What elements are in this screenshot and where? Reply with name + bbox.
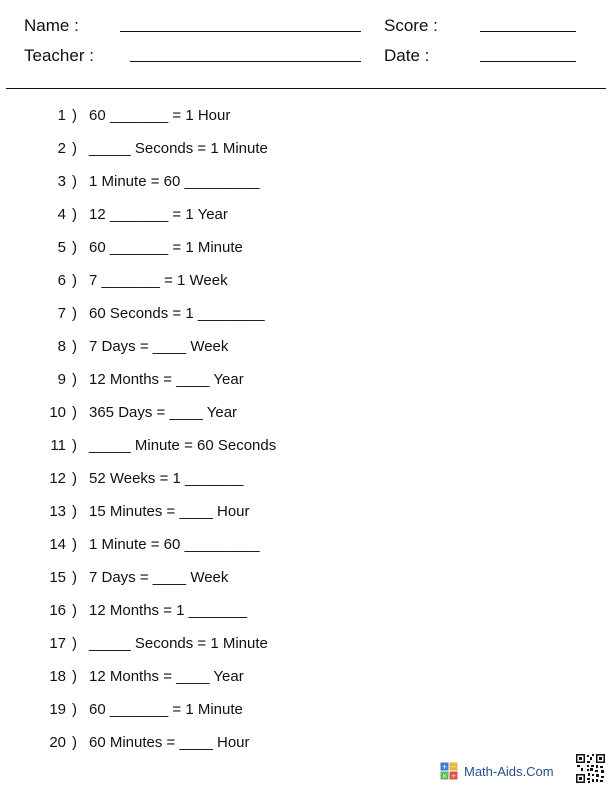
calculator-icon	[440, 762, 458, 780]
question-text: 7 _______ = 1 Week	[89, 272, 228, 289]
question-item	[0, 170, 612, 203]
qr-code-icon	[575, 753, 606, 784]
question-item	[0, 335, 612, 368]
question-number: 18	[49, 668, 66, 685]
svg-text:+: +	[441, 763, 448, 771]
question-text: 60 Minutes = ____ Hour	[89, 734, 250, 751]
name-blank[interactable]	[120, 31, 361, 32]
question-item	[0, 203, 612, 236]
question-number: 1	[57, 107, 66, 124]
question-number: 8	[57, 338, 66, 355]
question-text: 60 Seconds = 1 ________	[89, 305, 265, 322]
question-item	[0, 302, 612, 335]
question-number: 11	[50, 437, 66, 454]
question-number: 16	[49, 602, 66, 619]
question-paren: )	[72, 701, 77, 718]
score-blank[interactable]	[480, 31, 576, 32]
question-paren: )	[72, 404, 77, 421]
question-text: 12 Months = 1 _______	[89, 602, 248, 619]
question-text: 52 Weeks = 1 _______	[89, 470, 244, 487]
question-paren: )	[72, 371, 77, 388]
site-logo	[440, 762, 554, 780]
question-text: 1 Minute = 60 _________	[89, 173, 260, 190]
question-item	[0, 269, 612, 302]
question-paren: )	[72, 239, 77, 256]
question-text: 7 Days = ____ Week	[89, 338, 229, 355]
question-item	[0, 368, 612, 401]
question-paren: )	[72, 272, 77, 289]
question-number: 19	[49, 701, 66, 718]
question-paren: )	[72, 569, 77, 586]
question-item	[0, 632, 612, 665]
question-item	[0, 731, 612, 764]
question-paren: )	[72, 602, 77, 619]
question-item	[0, 401, 612, 434]
date-label: Date :	[384, 46, 430, 65]
question-item	[0, 533, 612, 566]
question-item	[0, 698, 612, 731]
question-paren: )	[72, 437, 77, 454]
question-paren: )	[72, 107, 77, 124]
question-paren: )	[72, 140, 77, 157]
question-text: _____ Seconds = 1 Minute	[89, 635, 268, 652]
teacher-label: Teacher :	[24, 46, 94, 65]
question-text: _____ Minute = 60 Seconds	[89, 437, 277, 454]
question-text: 12 _______ = 1 Year	[89, 206, 228, 223]
question-text: 60 _______ = 1 Hour	[89, 107, 231, 124]
question-text: _____ Seconds = 1 Minute	[89, 140, 268, 157]
question-text: 365 Days = ____ Year	[89, 404, 238, 421]
svg-text:−: −	[450, 763, 457, 771]
question-text: 60 _______ = 1 Minute	[89, 239, 243, 256]
question-item	[0, 236, 612, 269]
svg-text:×: ×	[441, 772, 448, 780]
question-paren: )	[72, 668, 77, 685]
question-list	[0, 104, 612, 764]
question-text: 60 _______ = 1 Minute	[89, 701, 243, 718]
question-number: 9	[57, 371, 66, 388]
question-paren: )	[72, 305, 77, 322]
teacher-blank[interactable]	[130, 61, 361, 62]
question-number: 13	[49, 503, 66, 520]
question-text: 12 Months = ____ Year	[89, 668, 244, 685]
site-name[interactable]: Math-Aids.Com	[464, 763, 554, 779]
question-paren: )	[72, 206, 77, 223]
question-text: 7 Days = ____ Week	[89, 569, 229, 586]
question-item	[0, 665, 612, 698]
question-number: 3	[57, 173, 66, 190]
header-divider	[6, 88, 606, 89]
question-number: 17	[49, 635, 66, 652]
question-item	[0, 104, 612, 137]
question-text: 12 Months = ____ Year	[89, 371, 244, 388]
date-blank[interactable]	[480, 61, 576, 62]
question-item	[0, 434, 612, 467]
question-item	[0, 599, 612, 632]
name-label: Name :	[24, 16, 79, 35]
question-item	[0, 137, 612, 170]
question-number: 7	[57, 305, 66, 322]
question-number: 2	[57, 140, 66, 157]
question-text: 15 Minutes = ____ Hour	[89, 503, 250, 520]
question-item	[0, 467, 612, 500]
question-item	[0, 566, 612, 599]
question-paren: )	[72, 536, 77, 553]
question-number: 15	[49, 569, 66, 586]
question-number: 12	[49, 470, 66, 487]
question-item	[0, 500, 612, 533]
question-number: 5	[57, 239, 66, 256]
question-paren: )	[72, 338, 77, 355]
question-paren: )	[72, 734, 77, 751]
score-label: Score :	[384, 16, 438, 35]
question-number: 14	[49, 536, 66, 553]
question-paren: )	[72, 635, 77, 652]
question-number: 4	[57, 206, 66, 223]
question-text: 1 Minute = 60 _________	[89, 536, 260, 553]
question-paren: )	[72, 173, 77, 190]
question-paren: )	[72, 503, 77, 520]
svg-text:÷: ÷	[450, 772, 457, 780]
question-number: 20	[49, 734, 66, 751]
question-number: 6	[57, 272, 66, 289]
question-number: 10	[49, 404, 66, 421]
question-paren: )	[72, 470, 77, 487]
